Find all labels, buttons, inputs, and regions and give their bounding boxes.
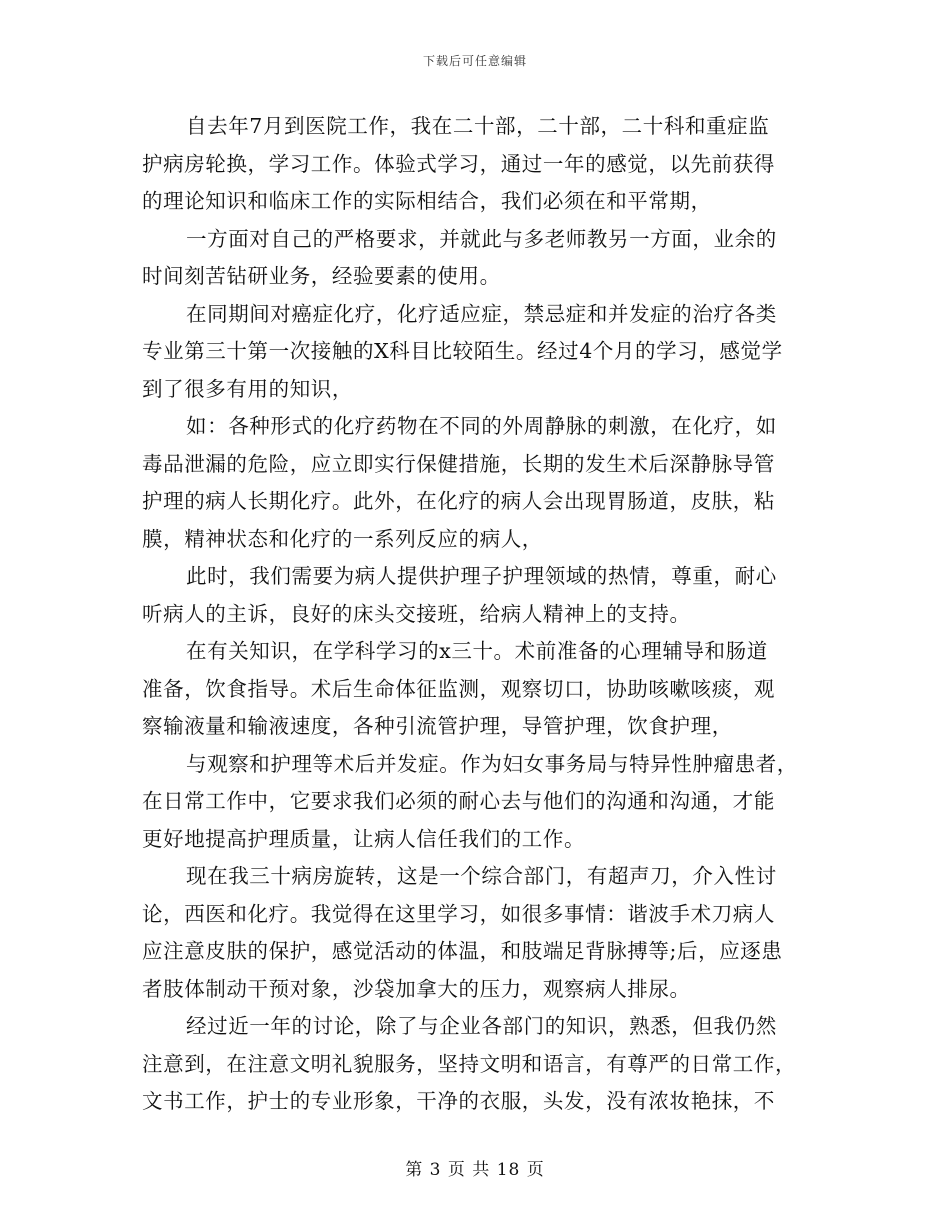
text-line: 毒品泄漏的危险，应立即实行保健措施，长期的发生术后深静脉导管	[142, 451, 775, 476]
text-line: 膜，精神状态和化疗的一系列反应的病人，	[142, 526, 543, 551]
text-line: 时间刻苦钻研业务，经验要素的使用。	[142, 264, 501, 288]
text-line: 护病房轮换，学习工作。体验式学习，通过一年的感觉，以先前获得	[142, 151, 775, 176]
text-line: 准备，饮食指导。术后生命体征监测，观察切口，协助咳嗽咳痰，观	[142, 676, 775, 701]
text-line: 的理论知识和临床工作的实际相结合，我们必须在和平常期，	[142, 189, 712, 213]
text-line: 到了很多有用的知识，	[142, 376, 353, 401]
text-line: 论，西医和化疗。我觉得在这里学习，如很多事情：谐波手术刀病人	[142, 901, 775, 926]
text-line: 如：各种形式的化疗药物在不同的外周静脉的刺激，在化疗，如	[186, 414, 777, 438]
text-line: 自去年7月到医院工作，我在二十部，二十部，二十科和重症监	[186, 114, 770, 138]
text-line: 文书工作，护士的专业形象，干净的衣服，头发，没有浓妆艳抹，不	[142, 1089, 775, 1113]
text-line: 护理的病人长期化疗。此外，在化疗的病人会出现胃肠道，皮肤，粘	[142, 489, 775, 513]
page-header-note: 下载后可任意编辑	[422, 54, 527, 68]
text-line: 经过近一年的讨论，除了与企业各部门的知识，熟悉，但我仍然	[186, 1014, 777, 1038]
text-line: 此时，我们需要为病人提供护理子护理领域的热情，尊重，耐心	[186, 564, 777, 588]
text-line: 更好地提高护理质量，让病人信任我们的工作。	[142, 826, 586, 851]
page-number-footer: 第 3 页 共 18 页	[405, 1160, 545, 1180]
text-line: 在同期间对癌症化疗，化疗适应症，禁忌症和并发症的治疗各类	[186, 301, 777, 326]
text-line: 在有关知识，在学科学习的x三十。术前准备的心理辅导和肠道	[186, 639, 768, 663]
text-line: 一方面对自己的严格要求，并就此与多老师教另一方面，业余的	[186, 226, 777, 251]
text-line: 与观察和护理等术后并发症。作为妇女事务局与特异性肿瘤患者，	[186, 751, 798, 776]
text-line: 现在我三十病房旋转，这是一个综合部门，有超声刀，介入性讨	[186, 864, 777, 888]
text-line: 专业第三十第一次接触的X科目比较陌生。经过4个月的学习，感觉学	[142, 339, 783, 363]
text-line: 察输液量和输液速度，各种引流管护理，导管护理，饮食护理，	[142, 714, 733, 738]
text-line: 注意到，在注意文明礼貌服务，坚持文明和语言，有尊严的日常工作，	[142, 1051, 797, 1076]
text-line: 在日常工作中，它要求我们必须的耐心去与他们的沟通和沟通，才能	[142, 789, 775, 813]
text-line: 者肢体制动干预对象，沙袋加拿大的压力，观察病人排尿。	[142, 976, 691, 1001]
text-line: 应注意皮肤的保护，感觉活动的体温，和肢端足背脉搏等;后，应逐患	[142, 939, 783, 963]
text-line: 听病人的主诉，良好的床头交接班，给病人精神上的支持。	[142, 601, 691, 626]
document-body	[142, 108, 806, 1121]
